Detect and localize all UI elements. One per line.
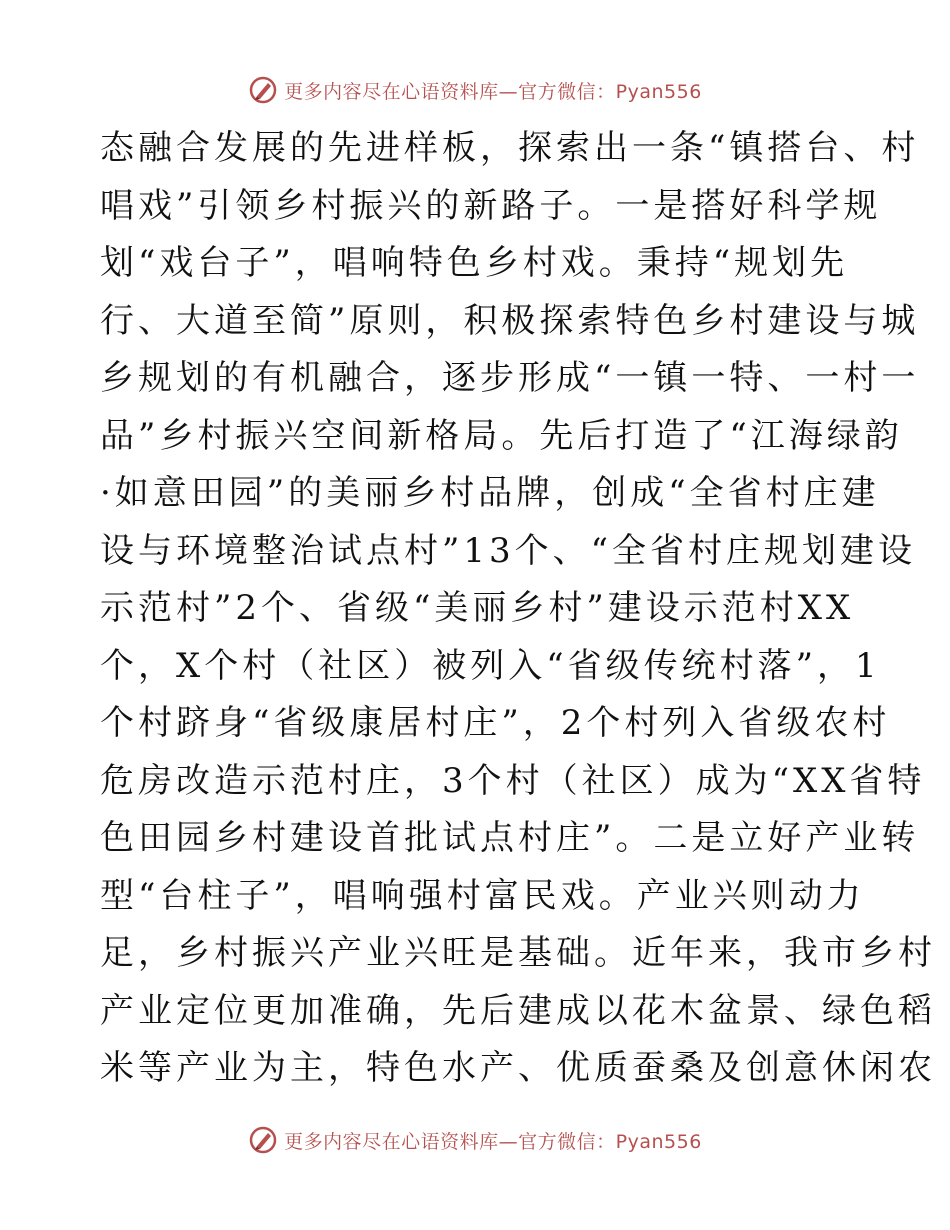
- text-line: 个村跻身“省级康居村庄”，2个村列入省级农村: [100, 703, 891, 743]
- text-line: 示范村”2个、省级“美丽乡村”建设示范村XX: [100, 588, 855, 628]
- footer-banner: [0, 1120, 950, 1160]
- header-banner-text: 更多内容尽在心语资料库—官方微信：Pyan556: [284, 80, 702, 103]
- text-line: ·如意田园”的美丽乡村品牌，创成“全省村庄建: [100, 473, 880, 513]
- text-line: 产业定位更加准确，先后建成以花木盆景、绿色稻: [100, 990, 936, 1031]
- text-line: 足，乡村振兴产业兴旺是基础。近年来，我市乡村: [100, 933, 936, 973]
- text-line: 乡规划的有机融合，逐步形成“一镇一特、一村一: [100, 358, 920, 398]
- document-body: [100, 120, 936, 1098]
- text-line: 态融合发展的先进样板，探索出一条“镇搭台、村: [100, 128, 920, 168]
- text-line: 个，X个村（社区）被列入“省级传统村落”，1: [100, 645, 881, 686]
- text-line: 行、大道至简”原则，积极探索特色乡村建设与城: [100, 300, 920, 341]
- text-line: 品”乡村振兴空间新格局。先后打造了“江海绿韵: [100, 415, 903, 456]
- text-line: 型“台柱子”，唱响强村富民戏。产业兴则动力: [100, 875, 865, 916]
- text-line: 米等产业为主，特色水产、优质蚕桑及创意休闲农: [100, 1048, 936, 1088]
- text-line: 色田园乡村建设首批试点村庄”。二是立好产业转: [100, 818, 920, 858]
- header-banner: [0, 70, 950, 110]
- text-line: 划“戏台子”，唱响特色乡村戏。秉持“规划先: [100, 243, 849, 283]
- footer-banner-text: 更多内容尽在心语资料库—官方微信：Pyan556: [284, 1130, 702, 1153]
- pen-logo-icon: [248, 75, 278, 105]
- text-line: 危房改造示范村庄，3个村（社区）成为“XX省特: [100, 760, 926, 801]
- text-line: 设与环境整治试点村”13个、“全省村庄规划建设: [100, 530, 917, 571]
- pen-logo-icon: [248, 1125, 278, 1155]
- text-line: 唱戏”引领乡村振兴的新路子。一是搭好科学规: [100, 185, 882, 226]
